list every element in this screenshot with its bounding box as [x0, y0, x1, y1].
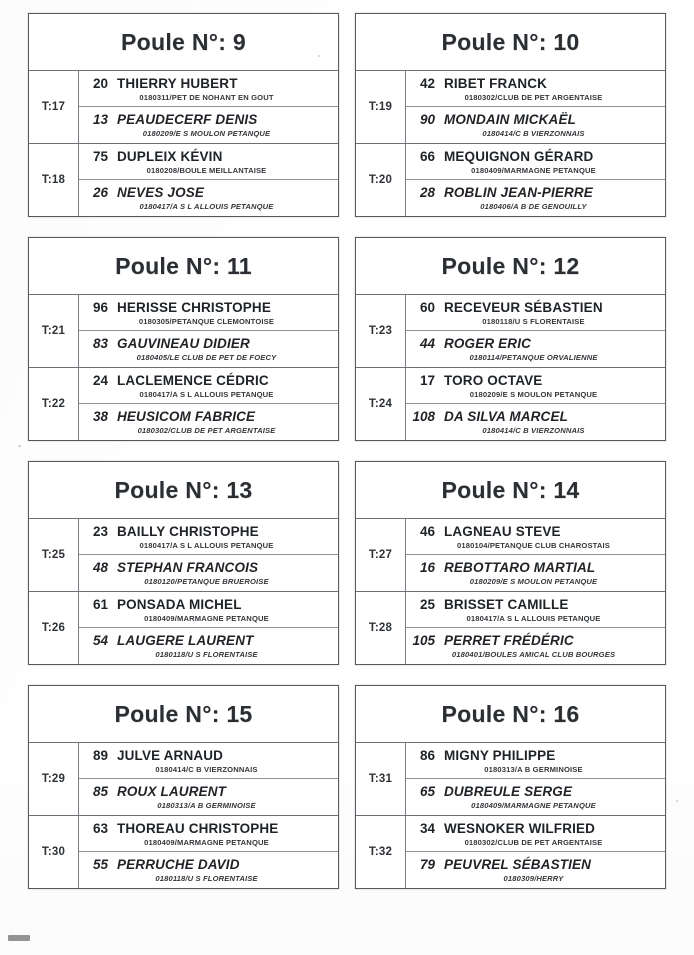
- player-name: NEVES JOSE: [117, 185, 205, 200]
- player-list: [406, 144, 665, 216]
- player-number: 108: [412, 409, 435, 424]
- player-club: 0180209/E S MOULON PETANQUE: [469, 389, 598, 399]
- player-entry: [79, 71, 338, 107]
- player-club: 0180313/A B GERMINOISE: [157, 801, 256, 810]
- poule-cell: [347, 461, 666, 685]
- player-club: 0180309/HERRY: [503, 874, 564, 883]
- player-number: 42: [419, 75, 435, 91]
- player-name: GAUVINEAU DIDIER: [117, 336, 250, 351]
- player-main-line: [79, 821, 334, 836]
- player-list: [406, 71, 665, 143]
- poule-table: [355, 13, 666, 217]
- terrain-label: T:20: [356, 144, 406, 216]
- poule-title: Poule N°: 13: [114, 476, 253, 503]
- player-name: JULVE ARNAUD: [117, 747, 224, 763]
- player-club: 0180104/PETANQUE CLUB CHAROSTAIS: [456, 540, 611, 550]
- player-club: 0180417/A S L ALLOUIS PETANQUE: [139, 389, 274, 399]
- terrain-row: [29, 592, 338, 664]
- player-club: 0180409/MARMAGNE PETANQUE: [144, 613, 269, 623]
- player-club: 0180409/MARMAGNE PETANQUE: [471, 165, 596, 175]
- terrain-label: T:17: [29, 71, 79, 143]
- player-list: [79, 592, 338, 664]
- terrain-label: T:28: [356, 592, 406, 664]
- player-list: [406, 519, 665, 591]
- player-number: 28: [419, 185, 435, 200]
- player-number: 75: [92, 148, 108, 164]
- player-number: 34: [419, 820, 435, 836]
- player-name: DA SILVA MARCEL: [444, 409, 569, 424]
- player-main-line: [79, 597, 334, 612]
- poule-header: [29, 686, 338, 743]
- player-entry: [79, 779, 338, 815]
- terrain-row: [356, 368, 665, 440]
- player-club: 0180302/CLUB DE PET ARGENTAISE: [464, 837, 603, 847]
- player-name: THOREAU CHRISTOPHE: [117, 820, 279, 836]
- player-list: [79, 144, 338, 216]
- poule-header: [356, 462, 665, 519]
- poule-title: Poule N°: 11: [115, 252, 252, 279]
- terrain-label: T:30: [29, 816, 79, 888]
- player-number: 79: [419, 857, 435, 872]
- player-name: HERISSE CHRISTOPHE: [117, 299, 271, 315]
- player-number: 96: [92, 299, 108, 315]
- player-club: 0180409/MARMAGNE PETANQUE: [471, 801, 596, 810]
- terrain-row: [29, 816, 338, 888]
- player-club: 0180405/LE CLUB DE PET DE FOECY: [136, 353, 277, 362]
- player-name: PERRUCHE DAVID: [117, 857, 240, 872]
- player-entry: [79, 144, 338, 180]
- player-list: [406, 368, 665, 440]
- player-name: REBOTTARO MARTIAL: [444, 560, 596, 575]
- player-main-line: [406, 300, 661, 315]
- terrain-row: [356, 144, 665, 216]
- player-main-line: [79, 409, 334, 424]
- player-club: 0180414/C B VIERZONNAIS: [155, 764, 258, 774]
- terrain-row: [29, 743, 338, 816]
- player-number: 46: [419, 523, 435, 539]
- player-name: BRISSET CAMILLE: [444, 596, 569, 612]
- player-list: [406, 816, 665, 888]
- player-name: ROGER ERIC: [444, 336, 532, 351]
- player-name: DUPLEIX KÉVIN: [117, 148, 223, 164]
- player-number: 89: [92, 747, 108, 763]
- player-club: 0180414/C B VIERZONNAIS: [482, 426, 585, 435]
- terrain-row: [356, 743, 665, 816]
- player-main-line: [79, 524, 334, 539]
- player-number: 16: [419, 560, 435, 575]
- player-number: 44: [419, 336, 435, 351]
- player-entry: [406, 144, 665, 180]
- player-main-line: [79, 633, 334, 648]
- player-list: [79, 295, 338, 367]
- poule-title: Poule N°: 10: [441, 28, 580, 55]
- player-name: LAGNEAU STEVE: [444, 523, 561, 539]
- player-entry: [406, 107, 665, 143]
- player-main-line: [79, 185, 334, 200]
- player-name: MONDAIN MICKAËL: [444, 112, 576, 127]
- terrain-row: [356, 816, 665, 888]
- player-main-line: [79, 112, 334, 127]
- player-entry: [406, 368, 665, 404]
- player-list: [79, 816, 338, 888]
- player-club: 0180305/PETANQUE CLEMONTOISE: [138, 316, 275, 326]
- scan-speck: [18, 445, 21, 447]
- player-entry: [79, 368, 338, 404]
- player-number: 48: [92, 560, 108, 575]
- poule-header: [29, 238, 338, 295]
- poule-table: [28, 13, 339, 217]
- player-name: LACLEMENCE CÉDRIC: [117, 372, 269, 388]
- player-club: 0180417/A S L ALLOUIS PETANQUE: [139, 202, 274, 211]
- terrain-label: T:32: [356, 816, 406, 888]
- player-entry: [406, 555, 665, 591]
- terrain-row: [356, 519, 665, 592]
- player-entry: [406, 779, 665, 815]
- player-name: LAUGERE LAURENT: [117, 633, 254, 648]
- terrain-label: T:19: [356, 71, 406, 143]
- player-main-line: [79, 149, 334, 164]
- player-number: 54: [92, 633, 108, 648]
- player-club: 0180209/E S MOULON PETANQUE: [142, 129, 271, 138]
- player-number: 61: [92, 596, 108, 612]
- poule-table: [355, 461, 666, 665]
- player-list: [79, 743, 338, 815]
- player-entry: [79, 107, 338, 143]
- scan-speck: [8, 935, 30, 941]
- player-number: 55: [92, 857, 108, 872]
- player-club: 0180406/A B DE GENOUILLY: [480, 202, 587, 211]
- player-name: PERRET FRÉDÉRIC: [444, 633, 574, 648]
- terrain-label: T:29: [29, 743, 79, 815]
- terrain-label: T:24: [356, 368, 406, 440]
- player-main-line: [406, 149, 661, 164]
- player-main-line: [79, 300, 334, 315]
- player-name: DUBREULE SERGE: [444, 784, 573, 799]
- player-entry: [79, 628, 338, 664]
- terrain-row: [29, 519, 338, 592]
- player-main-line: [406, 784, 661, 799]
- player-name: BAILLY CHRISTOPHE: [117, 523, 259, 539]
- player-name: STEPHAN FRANCOIS: [117, 560, 259, 575]
- player-number: 24: [92, 372, 108, 388]
- player-main-line: [79, 560, 334, 575]
- poule-cell: [28, 13, 347, 237]
- player-main-line: [79, 857, 334, 872]
- player-name: RIBET FRANCK: [444, 75, 548, 91]
- player-entry: [79, 295, 338, 331]
- player-number: 38: [92, 409, 108, 424]
- poule-title: Poule N°: 12: [441, 252, 580, 279]
- player-number: 17: [419, 372, 435, 388]
- terrain-label: T:23: [356, 295, 406, 367]
- player-club: 0180401/BOULES AMICAL CLUB BOURGES: [451, 650, 616, 659]
- player-number: 60: [419, 299, 435, 315]
- player-name: WESNOKER WILFRIED: [444, 820, 596, 836]
- player-club: 0180417/A S L ALLOUIS PETANQUE: [466, 613, 601, 623]
- player-entry: [406, 743, 665, 779]
- player-name: HEUSICOM FABRICE: [117, 409, 256, 424]
- player-number: 26: [92, 185, 108, 200]
- player-club: 0180311/PET DE NOHANT EN GOUT: [139, 92, 274, 102]
- player-main-line: [406, 76, 661, 91]
- player-entry: [406, 852, 665, 888]
- player-number: 63: [92, 820, 108, 836]
- poule-cell: [28, 237, 347, 461]
- player-main-line: [79, 373, 334, 388]
- player-number: 86: [419, 747, 435, 763]
- player-entry: [406, 628, 665, 664]
- player-number: 23: [92, 523, 108, 539]
- player-number: 66: [419, 148, 435, 164]
- player-main-line: [406, 185, 661, 200]
- poule-header: [356, 686, 665, 743]
- player-main-line: [406, 112, 661, 127]
- player-club: 0180118/U S FLORENTAISE: [482, 316, 585, 326]
- player-main-line: [406, 524, 661, 539]
- player-main-line: [79, 784, 334, 799]
- player-number: 20: [92, 75, 108, 91]
- player-entry: [79, 743, 338, 779]
- player-list: [79, 519, 338, 591]
- poule-title: Poule N°: 16: [441, 700, 580, 727]
- poule-table: [355, 685, 666, 889]
- poule-table: [355, 237, 666, 441]
- player-number: 105: [412, 633, 435, 648]
- player-name: PEAUDECERF DENIS: [117, 112, 258, 127]
- poule-cell: [28, 685, 347, 909]
- player-club: 0180118/U S FLORENTAISE: [155, 874, 258, 883]
- player-entry: [79, 404, 338, 440]
- player-entry: [406, 816, 665, 852]
- player-club: 0180120/PETANQUE BRUEROISE: [144, 577, 269, 586]
- player-club: 0180302/CLUB DE PET ARGENTAISE: [464, 92, 603, 102]
- poule-cell: [347, 13, 666, 237]
- poule-header: [356, 238, 665, 295]
- player-entry: [79, 816, 338, 852]
- poule-title: Poule N°: 15: [114, 700, 253, 727]
- terrain-label: T:27: [356, 519, 406, 591]
- player-main-line: [79, 76, 334, 91]
- poule-cell: [28, 461, 347, 685]
- player-number: 65: [419, 784, 435, 799]
- player-name: TORO OCTAVE: [444, 372, 543, 388]
- player-entry: [406, 71, 665, 107]
- player-main-line: [406, 821, 661, 836]
- poule-title: Poule N°: 9: [121, 28, 246, 55]
- player-number: 85: [92, 784, 108, 799]
- poule-title: Poule N°: 14: [441, 476, 580, 503]
- player-name: PEUVREL SÉBASTIEN: [444, 857, 592, 872]
- terrain-label: T:18: [29, 144, 79, 216]
- player-entry: [406, 404, 665, 440]
- poule-table: [28, 685, 339, 889]
- player-main-line: [406, 373, 661, 388]
- player-entry: [79, 331, 338, 367]
- player-entry: [79, 519, 338, 555]
- player-entry: [406, 592, 665, 628]
- player-main-line: [406, 748, 661, 763]
- player-club: 0180114/PETANQUE ORVALIENNE: [469, 353, 598, 362]
- player-list: [79, 71, 338, 143]
- poule-header: [29, 462, 338, 519]
- player-entry: [79, 555, 338, 591]
- player-entry: [79, 180, 338, 216]
- terrain-label: T:26: [29, 592, 79, 664]
- player-entry: [406, 519, 665, 555]
- player-name: MEQUIGNON GÉRARD: [444, 148, 594, 164]
- player-list: [406, 743, 665, 815]
- poule-table: [28, 461, 339, 665]
- player-main-line: [406, 857, 661, 872]
- player-club: 0180209/E S MOULON PETANQUE: [469, 577, 598, 586]
- poule-header: [29, 14, 338, 71]
- player-list: [79, 368, 338, 440]
- player-number: 25: [419, 596, 435, 612]
- player-club: 0180302/CLUB DE PET ARGENTAISE: [137, 426, 276, 435]
- player-main-line: [79, 748, 334, 763]
- poule-table: [28, 237, 339, 441]
- player-number: 13: [92, 112, 108, 127]
- player-main-line: [406, 560, 661, 575]
- player-name: RECEVEUR SÉBASTIEN: [444, 299, 603, 315]
- player-name: MIGNY PHILIPPE: [444, 747, 556, 763]
- poule-cell: [347, 237, 666, 461]
- terrain-label: T:22: [29, 368, 79, 440]
- scan-speck: [676, 800, 678, 802]
- player-main-line: [406, 597, 661, 612]
- terrain-row: [29, 144, 338, 216]
- player-club: 0180417/A S L ALLOUIS PETANQUE: [139, 540, 274, 550]
- terrain-row: [356, 71, 665, 144]
- player-list: [406, 295, 665, 367]
- player-list: [406, 592, 665, 664]
- player-main-line: [406, 633, 661, 648]
- player-number: 90: [419, 112, 435, 127]
- terrain-label: T:31: [356, 743, 406, 815]
- player-club: 0180414/C B VIERZONNAIS: [482, 129, 585, 138]
- terrain-row: [356, 592, 665, 664]
- player-main-line: [406, 409, 661, 424]
- terrain-row: [29, 71, 338, 144]
- player-entry: [406, 180, 665, 216]
- player-name: ROBLIN JEAN-PIERRE: [444, 185, 593, 200]
- player-main-line: [406, 336, 661, 351]
- poule-grid: [28, 13, 666, 909]
- poule-cell: [347, 685, 666, 909]
- player-entry: [406, 331, 665, 367]
- player-entry: [79, 592, 338, 628]
- player-club: 0180313/A B GERMINOISE: [484, 764, 583, 774]
- terrain-label: T:25: [29, 519, 79, 591]
- terrain-row: [29, 295, 338, 368]
- player-entry: [79, 852, 338, 888]
- player-main-line: [79, 336, 334, 351]
- player-number: 83: [92, 336, 108, 351]
- player-entry: [406, 295, 665, 331]
- player-club: 0180118/U S FLORENTAISE: [155, 650, 258, 659]
- poule-header: [356, 14, 665, 71]
- player-name: ROUX LAURENT: [117, 784, 227, 799]
- player-name: THIERRY HUBERT: [117, 75, 238, 91]
- player-name: PONSADA MICHEL: [117, 596, 242, 612]
- player-club: 0180409/MARMAGNE PETANQUE: [144, 837, 269, 847]
- scan-speck: [318, 55, 320, 57]
- terrain-label: T:21: [29, 295, 79, 367]
- terrain-row: [29, 368, 338, 440]
- player-club: 0180208/BOULE MEILLANTAISE: [146, 165, 267, 175]
- terrain-row: [356, 295, 665, 368]
